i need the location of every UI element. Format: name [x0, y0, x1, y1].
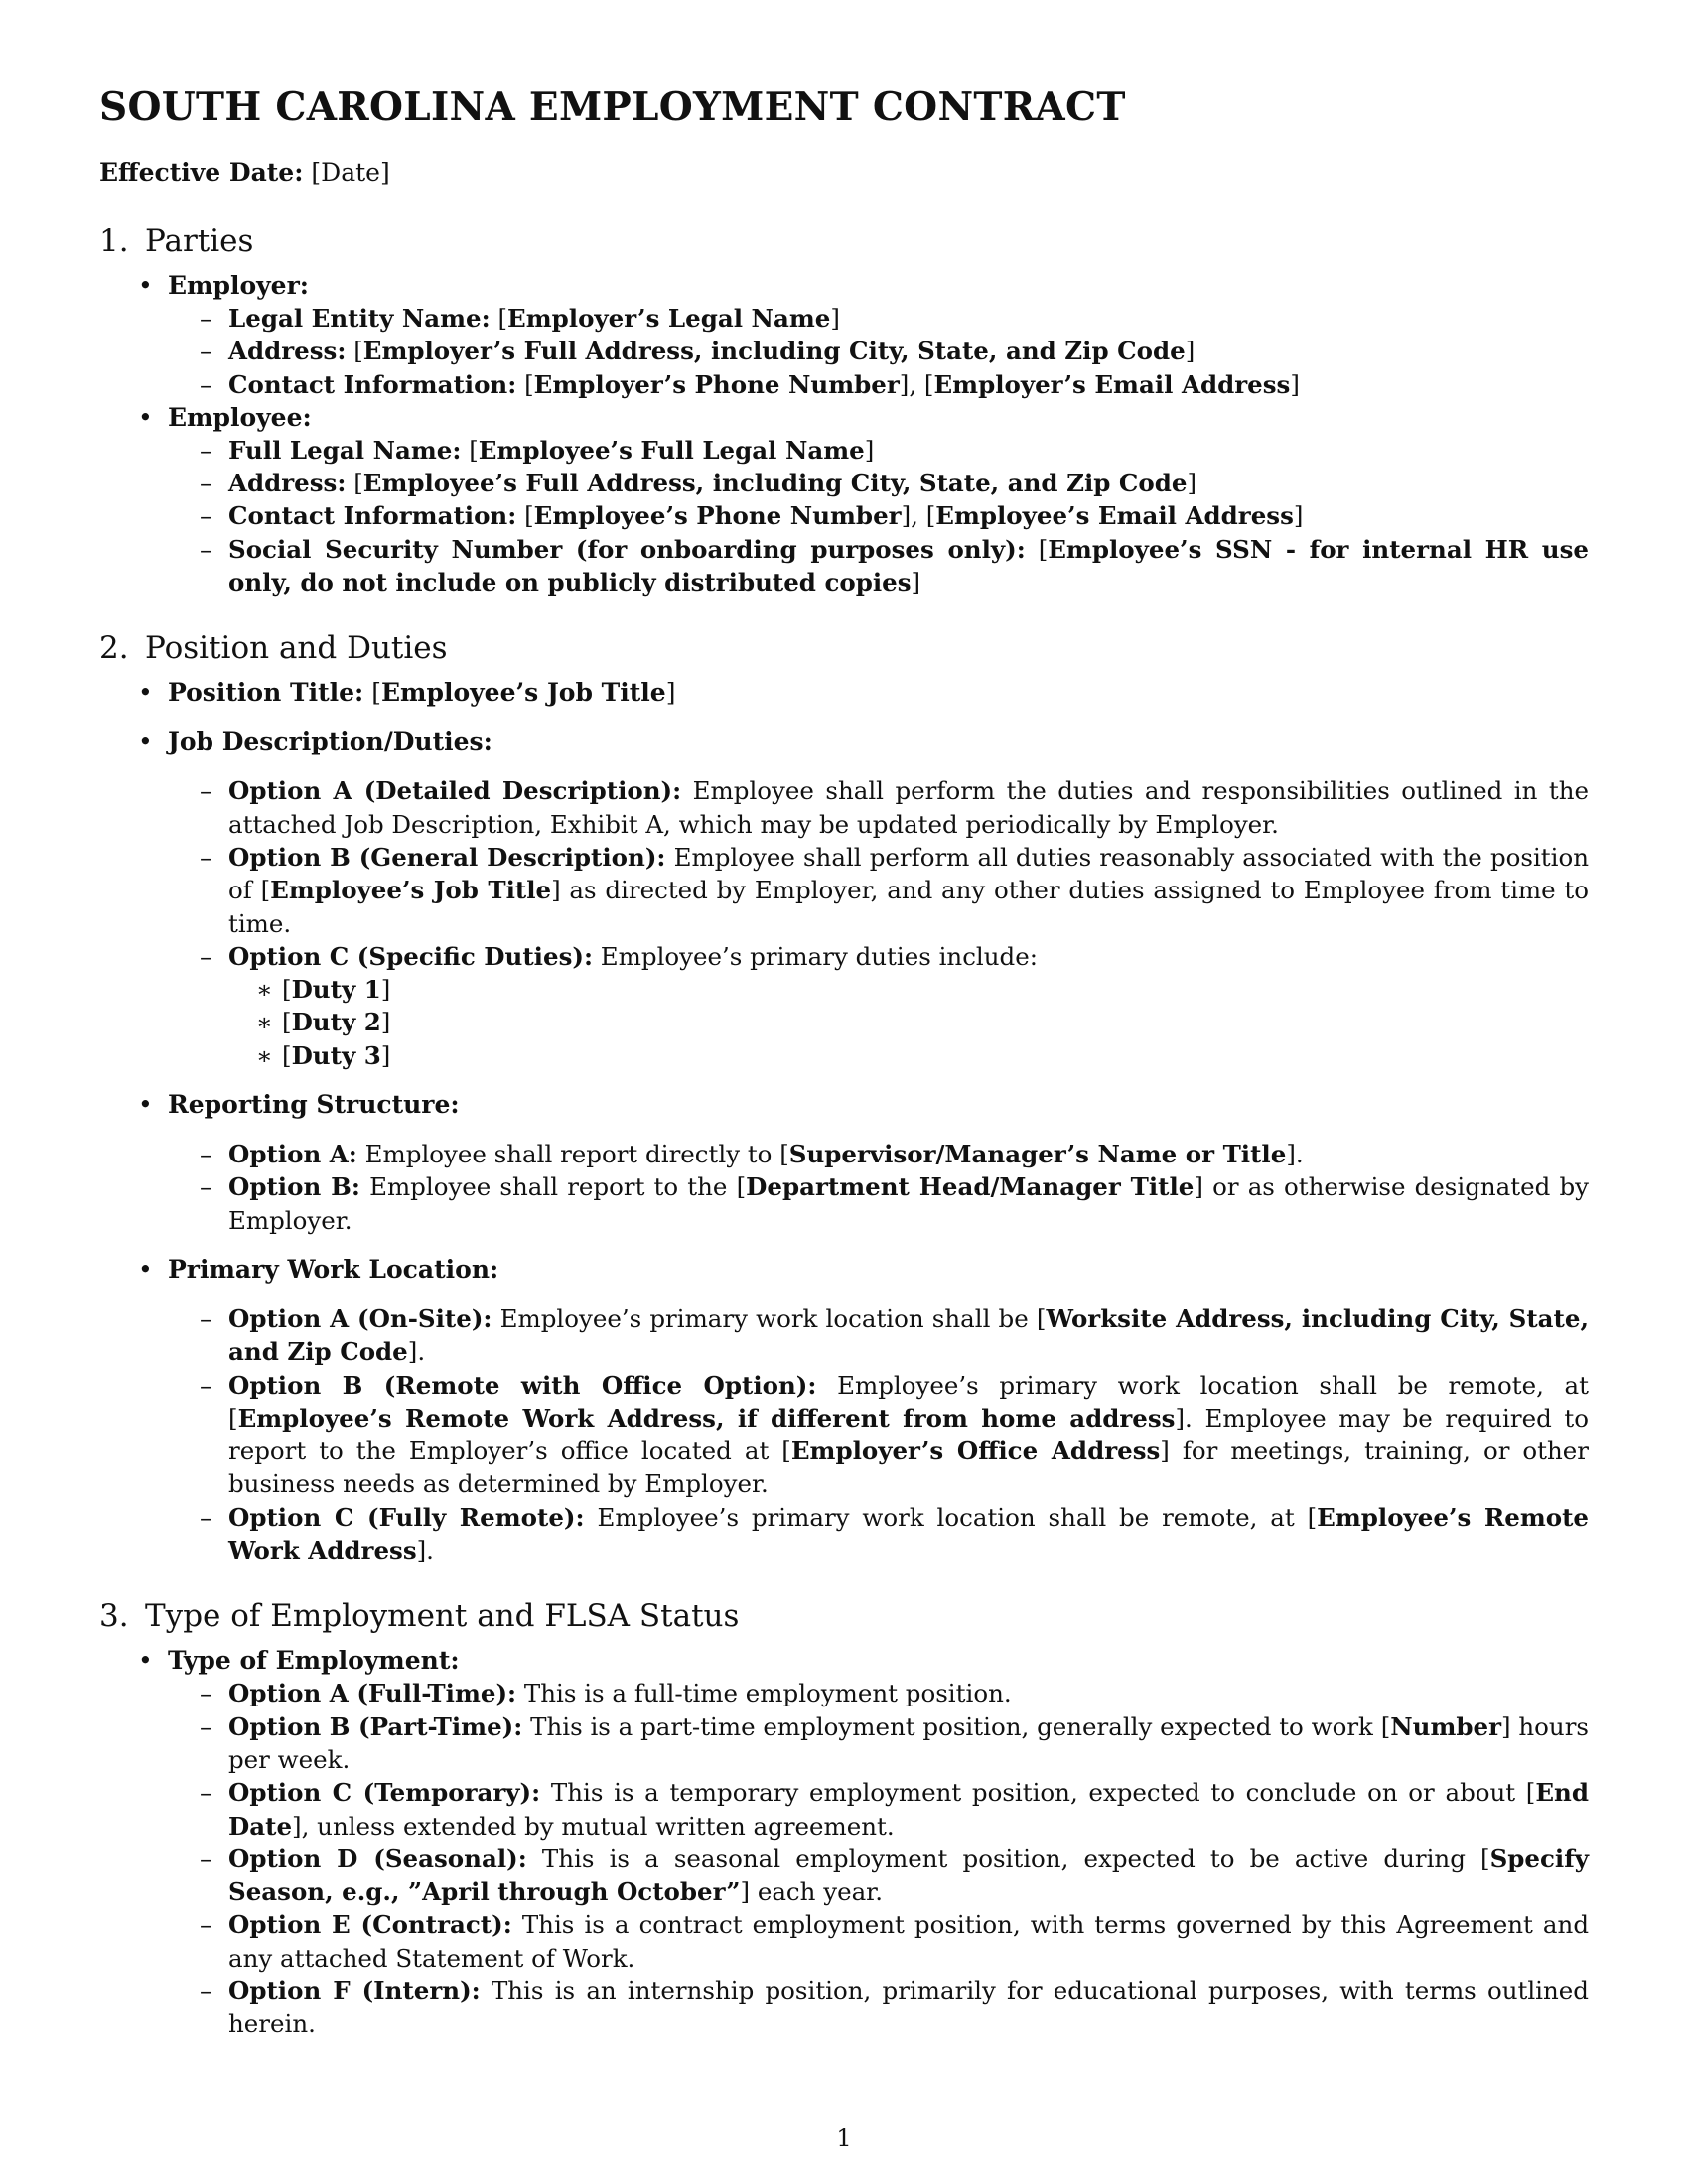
employer-contact: – Contact Information: [Employer’s Phone Number], [Employer’s Email Address] [228, 368, 1589, 401]
document-page [99, 84, 1589, 2071]
duty-item: ∗ [Duty 2] [282, 1006, 1589, 1038]
employee-full-name: – Full Legal Name: [Employee’s Full Legal Name] [228, 434, 1589, 467]
effective-date-value: [Date] [311, 158, 390, 187]
type-option-c: – Option C (Temporary): This is a temporary employment position, expected to conclude on or about [End Date], unless extended by mutual written agreement. [228, 1776, 1589, 1843]
employee-item: • Employee: – Full Legal Name: [Employee’s Full Legal Name] – Address: [Employee’s Full Address, including City, State, and Zip Code] – Contact Information: [Employee’s Phone Number], [Employee’s Email Address] – Social Security Number (for onboarding purposes only): [Employee’s SSN - for internal HR use only, do not include on publicly distributed copies] [168, 401, 1589, 599]
location-item: • Primary Work Location: – Option A (On-Site): Employee’s primary work location shall be [Worksite Address, including City, State, and Zip Code]. – Option B (Remote with Office Option): Employee’s primary work location shall be remote, at [Employee’s Remote Work Address, if different from home address]. Employee may be required to report to the Employer’s office located at [Employer’s Office Address] for meetings, training, or other business needs as determined by Employer. – Option C (Fully Remote): Employee’s primary work location shall be remote, at [Employee’s Remote Work Address]. [168, 1253, 1589, 1567]
duty-item: ∗ [Duty 1] [282, 973, 1589, 1006]
duty-item: ∗ [Duty 3] [282, 1039, 1589, 1072]
parties-list [99, 269, 1589, 599]
employment-type-list [99, 1644, 1589, 2040]
job-description-item: • Job Description/Duties: – Option A (Detailed Description): Employee shall perform the duties and responsibilities outlined in the attached Job Description, Exhibit A, which may be updated periodically by Employer. – Option B (General Description): Employee shall perform all duties reasonably associated with the position of [Employee’s Job Title] as directed by Employer, and any other duties assigned to Employee from time to time. – Option C (Specific Duties): Employee’s primary duties include: ∗ [Duty 1] ∗ [Duty 2] ∗ [Duty 3] [168, 725, 1589, 1072]
job-option-c: – Option C (Specific Duties): Employee’s primary duties include: ∗ [Duty 1] ∗ [Duty 2] ∗ [Duty 3] [228, 940, 1589, 1072]
location-option-a: – Option A (On-Site): Employee’s primary work location shall be [Worksite Address, including City, State, and Zip Code]. [228, 1302, 1589, 1369]
section-heading: 3. Type of Employment and FLSA Status [99, 1598, 740, 1635]
reporting-option-b: – Option B: Employee shall report to the [Department Head/Manager Title] or as otherwise designated by Employer. [228, 1170, 1589, 1237]
type-option-b: – Option B (Part-Time): This is a part-time employment position, generally expected to work [Number] hours per week. [228, 1710, 1589, 1777]
position-list [99, 676, 1589, 1567]
type-item: • Type of Employment: – Option A (Full-Time): This is a full-time employment position. – Option B (Part-Time): This is a part-time employment position, generally expected to work [Number] hours per week. – Option C (Temporary): This is a temporary employment position, expected to conclude on or about [End Date], unless extended by mutual written agreement. – Option D (Seasonal): This is a seasonal employment position, expected to be active during [Specify Season, e.g., ”April through October”] each year. – Option E (Contract): This is a contract employment position, with terms governed by this Agreement and any attached Statement of Work. – Option F (Intern): This is an internship position, primarily for educational purposes, with terms outlined herein. [168, 1644, 1589, 2040]
employer-item: • Employer: – Legal Entity Name: [Employer’s Legal Name] – Address: [Employer’s Full Address, including City, State, and Zip Code] – Contact Information: [Employer’s Phone Number], [Employer’s Email Address] [168, 269, 1589, 401]
location-option-c: – Option C (Fully Remote): Employee’s primary work location shall be remote, at [Employee’s Remote Work Address]. [228, 1501, 1589, 1568]
location-option-b: – Option B (Remote with Office Option): Employee’s primary work location shall be remote, at [Employee’s Remote Work Address, if different from home address]. Employee may be required to report to the Employer’s office located at [Employer’s Office Address] for meetings, training, or other business needs as determined by Employer. [228, 1369, 1589, 1501]
section-employment-type [99, 1596, 1589, 2040]
type-option-e: – Option E (Contract): This is a contract employment position, with terms governed by this Agreement and any attached Statement of Work. [228, 1908, 1589, 1975]
employee-ssn: – Social Security Number (for onboarding purposes only): [Employee’s SSN - for internal HR use only, do not include on publicly distributed copies] [228, 533, 1589, 600]
reporting-option-a: – Option A: Employee shall report directly to [Supervisor/Manager’s Name or Title]. [228, 1138, 1589, 1170]
section-parties [99, 221, 1589, 599]
type-option-f: – Option F (Intern): This is an internship position, primarily for educational purposes, with terms outlined herein. [228, 1975, 1589, 2041]
employer-address: – Address: [Employer’s Full Address, including City, State, and Zip Code] [228, 335, 1589, 367]
employer-legal-entity: – Legal Entity Name: [Employer’s Legal Name] [228, 302, 1589, 335]
page-number: 1 [836, 2124, 852, 2152]
employee-address: – Address: [Employee’s Full Address, including City, State, and Zip Code] [228, 467, 1589, 499]
reporting-item: • Reporting Structure: – Option A: Employee shall report directly to [Supervisor/Manager’s Name or Title]. – Option B: Employee shall report to the [Department Head/Manager Title] or as otherwise designated by Employer. [168, 1088, 1589, 1237]
position-title-item: • Position Title: [Employee’s Job Title] [168, 676, 1589, 709]
document-title: SOUTH CAROLINA EMPLOYMENT CONTRACT [99, 84, 1126, 130]
job-option-a: – Option A (Detailed Description): Employee shall perform the duties and responsibilities outlined in the attached Job Description, Exhibit A, which may be updated periodically by Employer. [228, 774, 1589, 841]
type-option-d: – Option D (Seasonal): This is a seasonal employment position, expected to be active during [Specify Season, e.g., ”April through October”] each year. [228, 1843, 1589, 1909]
section-heading: 1. Parties [99, 223, 254, 259]
effective-date-label: Effective Date: [99, 158, 304, 187]
employee-contact: – Contact Information: [Employee’s Phone Number], [Employee’s Email Address] [228, 499, 1589, 532]
job-option-b: – Option B (General Description): Employee shall perform all duties reasonably associated with the position of [Employee’s Job Title] as directed by Employer, and any other duties assigned to Employee from time to time. [228, 841, 1589, 940]
effective-date [99, 156, 1589, 190]
section-heading: 2. Position and Duties [99, 630, 448, 667]
section-position-duties [99, 628, 1589, 1567]
type-option-a: – Option A (Full-Time): This is a full-time employment position. [228, 1677, 1589, 1709]
